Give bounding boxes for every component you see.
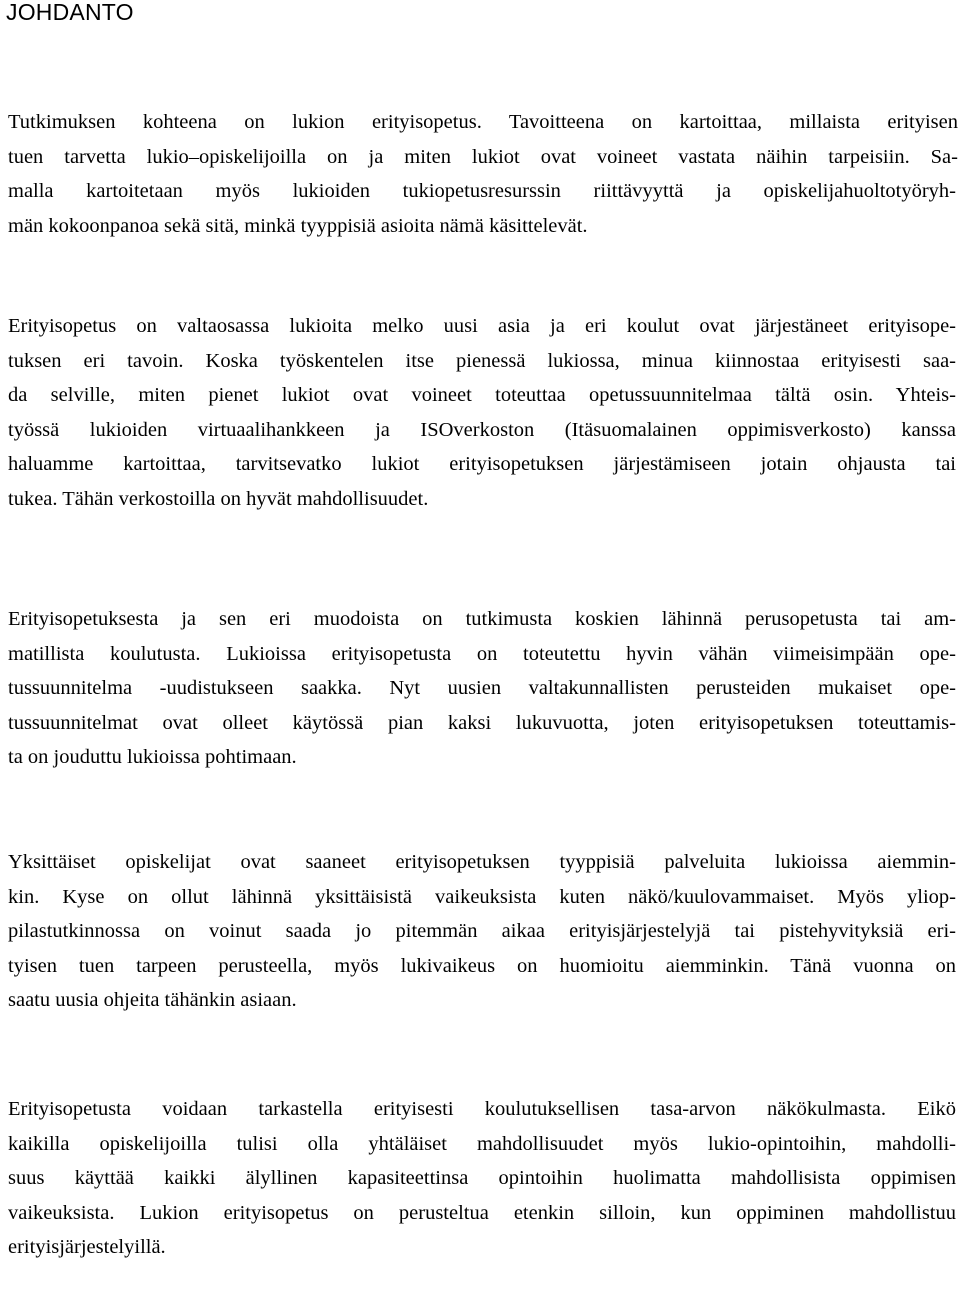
text-line: saatu uusia ohjeita tähänkin asiaan. [8, 989, 297, 1012]
text-line: da selville, miten pienet lukiot ovat voineet toteuttaa opetussuunnitelmaa tältä osin. Yhteis- [8, 384, 956, 407]
text-line: Tutkimuksen kohteena on lukion erityisopetus. Tavoitteena on kartoittaa, millaista erityisen [8, 111, 958, 133]
text-line: malla kartoitetaan myös lukioiden tukiopetusresurssin riittävyyttä ja opiskelijahuoltotyöryh- [8, 180, 956, 203]
text-line: kin. Kyse on ollut lähinnä yksittäisistä vaikeuksista kuten näkö/kuulovammaiset. Myös yliop- [8, 885, 956, 908]
text-line: tyisen tuen tarpeen perusteella, myös lukivaikeus on huomioitu aiemminkin. Tänä vuonna on [8, 954, 956, 977]
text-line: vaikeuksista. Lukion erityisopetus on perusteltua etenkin silloin, kun oppiminen mahdollistuu [8, 1201, 956, 1224]
paragraph-1 [8, 105, 958, 243]
text-line: suus käyttää kaikki älyllinen kapasiteettinsa opintoihin huolimatta mahdollisista oppimisen [8, 1167, 956, 1190]
text-line: tussuunnitelmat ovat olleet käytössä pian kaksi lukuvuotta, joten erityisopetuksen toteuttamis- [8, 711, 956, 734]
text-line: tukea. Tähän verkostoilla on hyvät mahdollisuudet. [8, 487, 429, 510]
text-line: kaikilla opiskelijoilla tulisi olla yhtäläiset mahdollisuudet myös lukio-opintoihin, mahdolli- [8, 1132, 956, 1155]
text-line: män kokoonpanoa sekä sitä, minkä tyyppisiä asioita nämä käsittelevät. [8, 214, 588, 237]
text-line: matillista koulutusta. Lukioissa erityisopetusta on toteutettu hyvin vähän viimeisimpään ope- [8, 642, 956, 665]
text-line: työssä lukioiden virtuaalihankkeen ja ISOverkoston (Itäsuomalainen oppimisverkosto) kanssa [8, 418, 956, 441]
text-line: pilastutkinnossa on voinut saada jo pitemmän aikaa erityisjärjestelyjä tai pistehyvityksiä eri- [8, 920, 956, 943]
text-line: tuksen eri tavoin. Koska työskentelen itse pienessä lukiossa, minua kiinnostaa erityisesti saa- [8, 349, 956, 372]
text-line: Yksittäiset opiskelijat ovat saaneet erityisopetuksen tyyppisiä palveluita lukioissa aiemmin- [8, 851, 956, 873]
text-line: Erityisopetuksesta ja sen eri muodoista on tutkimusta koskien lähinnä perusopetusta tai am- [8, 608, 956, 630]
paragraph-5 [8, 1092, 956, 1265]
text-line: tussuunnitelma -uudistukseen saakka. Nyt uusien valtakunnallisten perusteiden mukaiset ope- [8, 677, 956, 700]
text-line: Erityisopetus on valtaosassa lukioita melko uusi asia ja eri koulut ovat järjestäneet erityisope- [8, 315, 956, 337]
page-title: JOHDANTO [6, 0, 134, 25]
paragraph-4 [8, 845, 956, 1018]
text-line: tuen tarvetta lukio–opiskelijoilla on ja miten lukiot ovat voineet vastata näihin tarpeisiin. Sa- [8, 145, 958, 168]
text-line: haluamme kartoittaa, tarvitsevatko lukiot erityisopetuksen järjestämiseen jotain ohjausta tai [8, 453, 956, 476]
paragraph-3 [8, 602, 956, 775]
text-line: Erityisopetusta voidaan tarkastella erityisesti koulutuksellisen tasa-arvon näkökulmasta. Eikö [8, 1098, 956, 1120]
text-line: erityisjärjestelyillä. [8, 1236, 166, 1259]
text-line: ta on jouduttu lukioissa pohtimaan. [8, 746, 297, 769]
paragraph-2 [8, 309, 956, 517]
